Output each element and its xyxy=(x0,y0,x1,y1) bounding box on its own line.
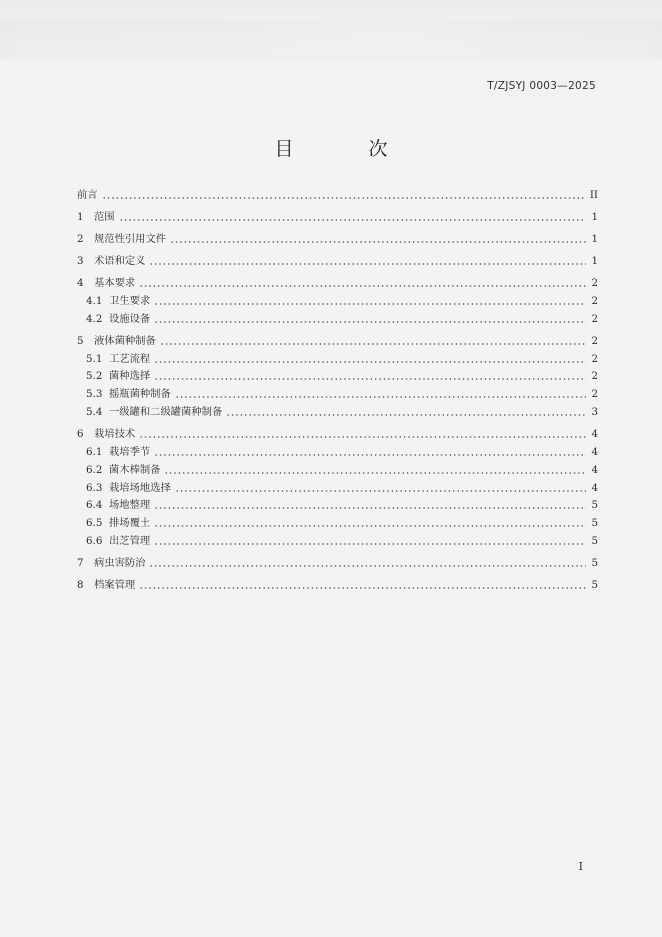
toc-entry-page: 2 xyxy=(591,388,598,401)
toc-entry-label: 液体菌种制备 xyxy=(94,334,156,347)
toc-entry[interactable] xyxy=(77,308,598,326)
toc-entry[interactable] xyxy=(77,290,598,308)
toc-entry-page: 2 xyxy=(591,352,598,365)
table-of-contents xyxy=(77,184,598,592)
toc-entry[interactable] xyxy=(77,552,598,570)
toc-entry-label: 卫生要求 xyxy=(109,294,151,307)
toc-entry-label: 档案管理 xyxy=(94,579,136,592)
toc-entry-number: 7 xyxy=(77,557,84,570)
toc-entry[interactable] xyxy=(77,250,598,268)
document-code: T/ZJSYJ 0003—2025 xyxy=(487,80,596,92)
toc-entry-label: 场地整理 xyxy=(109,499,151,512)
toc-entry-page: 5 xyxy=(591,499,598,512)
toc-entry-label: 一级罐和二级罐菌种制备 xyxy=(109,406,223,419)
toc-entry[interactable] xyxy=(77,495,598,513)
toc-entry-number: 6.6 xyxy=(86,534,103,547)
toc-entry-page: 1 xyxy=(591,232,598,245)
toc-entry[interactable] xyxy=(77,512,598,530)
toc-entry-label: 栽培场地选择 xyxy=(109,481,171,494)
toc-entry-label: 设施设备 xyxy=(109,312,151,325)
dot-leader xyxy=(154,525,586,527)
toc-entry-page: 1 xyxy=(591,255,598,268)
dot-leader xyxy=(119,219,586,221)
dot-leader xyxy=(164,472,586,474)
toc-entry-label: 摇瓶菌种制备 xyxy=(109,388,171,401)
dot-leader xyxy=(170,241,586,243)
toc-entry-number: 6 xyxy=(77,428,84,441)
dot-leader xyxy=(149,263,586,265)
toc-entry-page: 2 xyxy=(591,312,598,325)
dot-leader xyxy=(226,414,586,416)
toc-entry-page: 2 xyxy=(591,277,598,290)
dot-leader xyxy=(154,303,586,305)
dot-leader xyxy=(139,285,586,287)
toc-entry[interactable] xyxy=(77,383,598,401)
toc-entry-number: 8 xyxy=(77,579,84,592)
toc-entry-label: 菌种选择 xyxy=(109,370,151,383)
toc-entry-label: 基本要求 xyxy=(94,277,136,290)
toc-entry-number: 6.5 xyxy=(86,517,103,530)
toc-entry-page: II xyxy=(589,188,598,201)
toc-entry-number: 4 xyxy=(77,277,84,290)
toc-entry-page: 2 xyxy=(591,370,598,383)
toc-entry-label: 术语和定义 xyxy=(94,255,146,268)
toc-entry[interactable] xyxy=(77,228,598,246)
toc-entry-label: 规范性引用文件 xyxy=(94,232,167,245)
dot-leader xyxy=(175,490,586,492)
toc-entry-label: 排场覆土 xyxy=(109,517,151,530)
toc-entry[interactable] xyxy=(77,366,598,384)
toc-entry-number: 5.4 xyxy=(86,406,103,419)
dot-leader xyxy=(149,565,586,567)
toc-entry-page: 3 xyxy=(591,406,598,419)
dot-leader xyxy=(175,396,586,398)
toc-entry-page: 2 xyxy=(591,294,598,307)
toc-entry-number: 5.3 xyxy=(86,388,103,401)
dot-leader xyxy=(154,361,586,363)
toc-entry-number: 5 xyxy=(77,334,84,347)
toc-entry-page: 4 xyxy=(591,445,598,458)
toc-entry-label: 栽培季节 xyxy=(109,445,151,458)
toc-entry-number: 5.1 xyxy=(86,352,103,365)
toc-entry[interactable] xyxy=(77,530,598,548)
toc-entry-label: 菌木棒制备 xyxy=(109,463,161,476)
toc-entry-page: 5 xyxy=(591,534,598,547)
toc-entry-page: 5 xyxy=(591,517,598,530)
dot-leader xyxy=(102,197,586,199)
toc-entry-page: 5 xyxy=(591,579,598,592)
dot-leader xyxy=(154,543,586,545)
toc-entry[interactable] xyxy=(77,423,598,441)
toc-entry-label: 栽培技术 xyxy=(94,428,136,441)
toc-entry-number: 6.4 xyxy=(86,499,103,512)
toc-entry[interactable] xyxy=(77,348,598,366)
toc-entry-page: 4 xyxy=(591,463,598,476)
dot-leader xyxy=(139,436,586,438)
dot-leader xyxy=(154,454,586,456)
toc-entry[interactable] xyxy=(77,330,598,348)
toc-entry-number: 6.3 xyxy=(86,481,103,494)
dot-leader xyxy=(139,587,586,589)
page-title: 目 次 xyxy=(274,138,416,160)
dot-leader xyxy=(160,343,586,345)
toc-entry[interactable] xyxy=(77,184,598,202)
toc-entry-page: 1 xyxy=(591,210,598,223)
toc-entry-page: 4 xyxy=(591,481,598,494)
toc-entry-number: 1 xyxy=(77,210,84,223)
toc-entry-label: 出芝管理 xyxy=(109,534,151,547)
toc-entry-label: 范围 xyxy=(94,210,115,223)
dot-leader xyxy=(154,378,586,380)
toc-entry-number: 2 xyxy=(77,232,84,245)
toc-entry[interactable] xyxy=(77,401,598,419)
toc-entry[interactable] xyxy=(77,459,598,477)
toc-entry-label: 前言 xyxy=(77,188,98,201)
toc-entry-page: 4 xyxy=(591,428,598,441)
toc-entry-label: 病虫害防治 xyxy=(94,557,146,570)
toc-entry[interactable] xyxy=(77,206,598,224)
toc-entry[interactable] xyxy=(77,574,598,592)
toc-entry-number: 4.1 xyxy=(86,294,103,307)
page-number: I xyxy=(578,860,583,873)
toc-entry[interactable] xyxy=(77,477,598,495)
toc-entry-label: 工艺流程 xyxy=(109,352,151,365)
dot-leader xyxy=(154,321,586,323)
toc-entry-number: 3 xyxy=(77,255,84,268)
toc-entry-page: 5 xyxy=(591,557,598,570)
toc-entry-page: 2 xyxy=(591,334,598,347)
toc-entry-number: 4.2 xyxy=(86,312,103,325)
toc-entry[interactable] xyxy=(77,441,598,459)
toc-entry-number: 5.2 xyxy=(86,370,103,383)
toc-entry[interactable] xyxy=(77,272,598,290)
dot-leader xyxy=(154,507,586,509)
toc-entry-number: 6.1 xyxy=(86,445,103,458)
toc-entry-number: 6.2 xyxy=(86,463,103,476)
